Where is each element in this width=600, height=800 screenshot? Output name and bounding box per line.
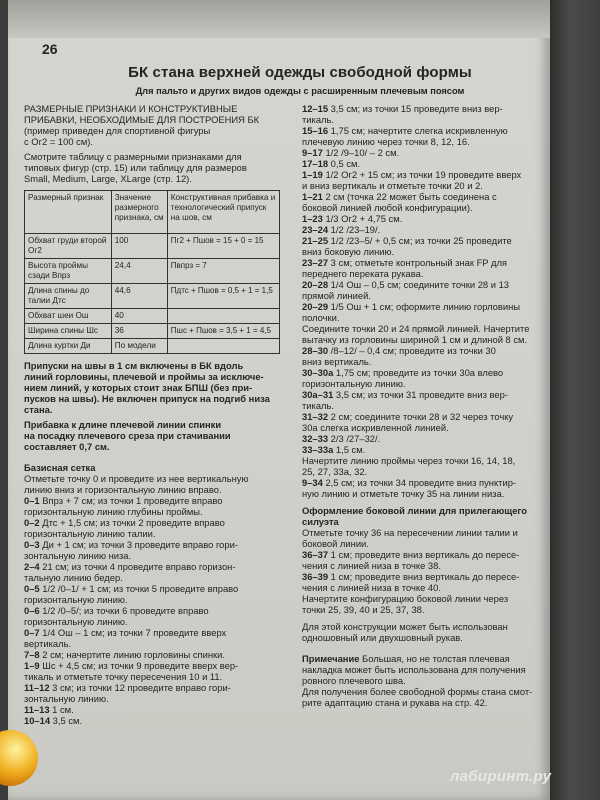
step-text: вытачку из горловины шириной 1 см и длиной 8 см. [302, 334, 528, 345]
step-text: 1/2 Ог2 + 15 см; из точки 19 проведите вверх [322, 169, 522, 180]
step-text: ную линию и отметьте точку 35 на линии низа. [302, 488, 505, 499]
step-text: вертикаль. [24, 638, 72, 649]
text-line [302, 653, 540, 664]
intro-line: Смотрите таблицу с размерными признаками для [24, 151, 242, 162]
step-text: Ди + 1 см; из точки 3 проведите вправо гори- [39, 539, 238, 550]
step-line [24, 561, 286, 572]
right-column [302, 103, 540, 712]
step-line [302, 444, 540, 455]
step-line [302, 422, 540, 433]
step-label: 31–32 [302, 411, 329, 422]
step-text: боковой линией любой конфигурации). [302, 202, 473, 213]
note-line: стана. [24, 404, 53, 415]
note-paragraph [302, 653, 540, 708]
step-label: 11–13 [24, 704, 50, 715]
step-text: 1/4 Ош – 0,5 см; соедините точки 28 и 13 [328, 279, 510, 290]
section-heading [302, 505, 540, 527]
step-text: Отметьте точку 0 и проведите из нее вертикальную [24, 473, 249, 484]
step-text: зонтальную линию низа. [24, 550, 132, 561]
step-label: 0–1 [24, 495, 40, 506]
sleeve-paragraph [302, 621, 540, 643]
step-text: 1,75 см; начертите слегка искривленную [328, 125, 508, 136]
page-top-shadow [8, 0, 550, 38]
page-title: БК стана верхней одежды свободной формы [128, 64, 472, 81]
step-line [24, 572, 286, 583]
step-line [302, 246, 540, 257]
table-cell: 100 [111, 234, 167, 259]
step-label: 9–34 [302, 477, 323, 488]
step-text: 1,5 см. [333, 444, 366, 455]
step-line [24, 682, 286, 693]
step-label: 12–15 [302, 103, 329, 114]
step-line [302, 169, 540, 180]
step-label: 23–24 [302, 224, 329, 235]
table-cell: Пвпрз = 7 [167, 259, 279, 284]
step-text: плечевую линию через точки 8, 12, 16. [302, 136, 470, 147]
note-label: Примечание [302, 653, 360, 664]
step-text: тикаль и отметьте точку пересечения 10 и 11. [24, 671, 223, 682]
step-text: 3,5 см. [50, 715, 83, 726]
step-line [302, 268, 540, 279]
note-line: Припуски на швы в 1 см включены в БК вдоль [24, 360, 244, 371]
step-line [302, 571, 540, 582]
step-line [302, 593, 540, 604]
step-text: 2 см (точка 22 может быть соединена с [322, 191, 497, 202]
note-line: нием линий, у которых стоит знак БПШ (без при- [24, 382, 253, 393]
step-line [302, 334, 540, 345]
step-label: 1–9 [24, 660, 40, 671]
step-line [302, 114, 540, 125]
step-line [24, 649, 286, 660]
step-text: 1/2 /23–5/ + 0,5 см; из точки 25 проведите [328, 235, 512, 246]
step-text: 3 см; из точки 12 проведите вправо гори- [49, 682, 231, 693]
note-line: линий горловины, плечевой и проймы за исключе- [24, 371, 264, 382]
step-line [302, 477, 540, 488]
step-line [302, 125, 540, 136]
step-line [24, 715, 286, 726]
heading-line: РАЗМЕРНЫЕ ПРИЗНАКИ И КОНСТРУКТИВНЫЕ [24, 103, 238, 114]
step-line [302, 538, 540, 549]
step-line [302, 433, 540, 444]
step-text: тикаль. [302, 114, 335, 125]
step-label: 32–33 [302, 433, 329, 444]
step-label: 33–33а [302, 444, 334, 455]
note-line: пусков на швы). Не включен припуск на подгиб низа [24, 393, 270, 404]
step-line [24, 660, 286, 671]
step-label: 21–25 [302, 235, 329, 246]
step-line [302, 290, 540, 301]
step-text: 30а слегка искривленной линией. [302, 422, 449, 433]
step-text: Соедините точки 20 и 24 прямой линией. Начертите [302, 323, 530, 334]
step-label: 1–21 [302, 191, 323, 202]
step-line [24, 616, 286, 627]
table-header-cell: Конструктивная прибавка и технологический припуск на шов, см [167, 191, 279, 234]
text-line: рите адаптацию стана и рукава на стр. 42. [302, 697, 488, 708]
heading-line: ПРИБАВКИ, НЕОБХОДИМЫЕ ДЛЯ ПОСТРОЕНИЯ БК [24, 114, 260, 125]
side-line-steps [302, 527, 540, 615]
table-cell: По модели [111, 339, 167, 354]
step-line [24, 605, 286, 616]
step-line [302, 549, 540, 560]
step-text: вниз боковую линию. [302, 246, 395, 257]
step-text: и вниз вертикаль и отметьте точки 20 и 2. [302, 180, 483, 191]
step-line [24, 539, 286, 550]
step-label: 30–30а [302, 367, 334, 378]
step-line [302, 367, 540, 378]
step-text: прямой линией. [302, 290, 371, 301]
measurements-table [24, 190, 280, 354]
step-text: боковой линии. [302, 538, 369, 549]
step-line [24, 517, 286, 528]
step-line [302, 345, 540, 356]
step-line [302, 527, 540, 538]
step-text: 1 см; проведите вниз вертикаль до пересе- [328, 549, 520, 560]
step-text: 2,5 см; из точки 34 проведите вниз пунктир- [322, 477, 517, 488]
table-cell: 40 [111, 309, 167, 324]
heading-line: Оформление боковой линии для прилегающего [302, 505, 527, 516]
step-text: Начертите линию проймы через точки 16, 14, 18, [302, 455, 516, 466]
step-text: горизонтальную линию. [24, 616, 128, 627]
step-line [302, 323, 540, 334]
base-grid-steps [24, 473, 286, 726]
table-cell: Длина спины до талии Дтс [25, 284, 112, 309]
step-line [24, 528, 286, 539]
step-label: 0–6 [24, 605, 40, 616]
intro-line: типовых фигур (стр. 15) или таблицу для размеров [24, 162, 247, 173]
step-text: 1 см; проведите вниз вертикаль до пересе- [328, 571, 520, 582]
step-label: 36–39 [302, 571, 329, 582]
step-label: 0–5 [24, 583, 40, 594]
step-label: 28–30 [302, 345, 329, 356]
step-line [24, 484, 286, 495]
step-text: /8–12/ – 0,4 см; проведите из точки 30 [328, 345, 496, 356]
step-line [302, 180, 540, 191]
step-label: 1–19 [302, 169, 323, 180]
step-label: 0–3 [24, 539, 40, 550]
table-row [25, 234, 280, 259]
step-line [24, 594, 286, 605]
heading-line: силуэта [302, 516, 339, 527]
step-label: 2–4 [24, 561, 40, 572]
step-label: 23–27 [302, 257, 329, 268]
step-line [24, 583, 286, 594]
step-text: горизонтальную линию талии. [24, 528, 156, 539]
step-text: 25, 27, 33а, 32. [302, 466, 368, 477]
step-text: 2/3 /27–32/. [328, 433, 381, 444]
intro-paragraph [24, 151, 286, 184]
construction-steps [302, 103, 540, 499]
step-line [302, 411, 540, 422]
step-text: 3,5 см; из точки 31 проведите вниз вер- [333, 389, 508, 400]
step-text: горизонтальную линию. [302, 378, 406, 389]
text-line: Для получения более свободной формы стана смот- [302, 686, 533, 697]
table-cell: Ширина спины Шс [25, 324, 112, 339]
step-line [302, 202, 540, 213]
step-line [302, 213, 540, 224]
table-row [25, 324, 280, 339]
table-cell: Пдтс + Пшов = 0,5 + 1 = 1,5 [167, 284, 279, 309]
step-text: 1/3 Ог2 + 4,75 см. [322, 213, 403, 224]
note-line: составляет 0,7 см. [24, 441, 110, 452]
step-line [24, 506, 286, 517]
step-text: 1 см. [49, 704, 74, 715]
text-line: ровного плечевого шва. [302, 675, 406, 686]
note-line: на посадку плечевого среза при стачивании [24, 430, 231, 441]
step-label: 0–2 [24, 517, 40, 528]
step-label: 9–17 [302, 147, 323, 158]
text-line: одношовный или двухшовный рукав. [302, 632, 463, 643]
table-row [25, 284, 280, 309]
step-text: 3 см; отметьте контрольный знак FP для [328, 257, 507, 268]
step-text: горизонтальную линию глубины проймы. [24, 506, 203, 517]
step-label: 17–18 [302, 158, 329, 169]
step-label: 0–7 [24, 627, 40, 638]
table-row [25, 339, 280, 354]
note-text: Большая, но не толстая плечевая [359, 653, 510, 664]
step-line [302, 279, 540, 290]
step-text: полочки. [302, 312, 340, 323]
step-line [302, 191, 540, 202]
step-line [24, 671, 286, 682]
step-text: точки 25, 39, 40 и 25, 37, 38. [302, 604, 425, 615]
step-line [302, 488, 540, 499]
step-label: 30а–31 [302, 389, 334, 400]
step-line [302, 378, 540, 389]
table-cell: 24,4 [111, 259, 167, 284]
step-line [24, 693, 286, 704]
page-subtitle: Для пальто и других видов одежды с расширенным плечевым поясом [135, 86, 465, 96]
step-text: чения с линией низа в точке 38. [302, 560, 441, 571]
step-line [302, 312, 540, 323]
step-line [302, 301, 540, 312]
step-text: 0,5 см. [328, 158, 361, 169]
step-text: тальную линию бедер. [24, 572, 123, 583]
step-line [24, 638, 286, 649]
step-line [302, 103, 540, 114]
step-line [302, 158, 540, 169]
text-line: накладка может быть использована для получения [302, 664, 526, 675]
intro-line: Small, Medium, Large, XLarge (стр. 12). [24, 173, 192, 184]
step-text: Отметьте точку 36 на пересечении линии талии и [302, 527, 518, 538]
step-line [302, 147, 540, 158]
step-label: 15–16 [302, 125, 329, 136]
step-text: 1/2 /9–10/ – 2 см. [322, 147, 400, 158]
step-text: Шс + 4,5 см; из точки 9 проведите вверх вер- [39, 660, 239, 671]
step-label: 11–12 [24, 682, 50, 693]
left-column [24, 103, 286, 726]
step-line [302, 389, 540, 400]
step-line [302, 582, 540, 593]
step-text: Впрз + 7 см; из точки 1 проведите вправо [39, 495, 223, 506]
step-label: 36–37 [302, 549, 329, 560]
page-number: 26 [42, 41, 58, 57]
table-cell: Высота проймы сзади Впрз [25, 259, 112, 284]
step-line [24, 473, 286, 484]
step-label: 7–8 [24, 649, 40, 660]
step-line [302, 604, 540, 615]
step-text: тикаль. [302, 400, 335, 411]
text-line: Для этой конструкции может быть использован [302, 621, 508, 632]
step-text: 1/4 Ош – 1 см; из точки 7 проведите вверх [39, 627, 227, 638]
heading-line: с Ог2 = 100 см). [24, 136, 94, 147]
step-line [302, 136, 540, 147]
table-row [25, 259, 280, 284]
shoulder-ease-note [24, 419, 286, 452]
step-line [302, 257, 540, 268]
step-text: 1,75 см; проведите из точки 30а влево [333, 367, 504, 378]
step-text: 2 см; соедините точки 28 и 32 через точку [328, 411, 514, 422]
step-line [302, 235, 540, 246]
step-text: 2 см; начертите линию горловины спинки. [39, 649, 225, 660]
step-text: 1/2 /0–1/ + 1 см; из точки 5 проведите вправо [39, 583, 239, 594]
watermark-logo: лабиринт.ру [450, 768, 552, 785]
step-label: 1–23 [302, 213, 323, 224]
step-line [302, 224, 540, 235]
step-text: Дтс + 1,5 см; из точки 2 проведите вправо [39, 517, 225, 528]
table-cell: Обхват груди второй Ог2 [25, 234, 112, 259]
step-text: переднего переката рукава. [302, 268, 424, 279]
step-label: 10–14 [24, 715, 51, 726]
table-header-cell: Размерный признак [25, 191, 112, 234]
step-text: 1/2 /0–5/; из точки 6 проведите вправо [39, 605, 209, 616]
table-cell [167, 339, 279, 354]
step-line [24, 495, 286, 506]
table-cell: Длина куртки Ди [25, 339, 112, 354]
step-line [302, 356, 540, 367]
step-text: 3,5 см; из точки 15 проведите вниз вер- [328, 103, 503, 114]
step-text: Начертите конфигурацию боковой линии через [302, 593, 509, 604]
step-text: горизонтальную линию. [24, 594, 128, 605]
step-line [302, 560, 540, 571]
step-text: чения с линией низа в точке 40. [302, 582, 441, 593]
step-text: линию вниз и горизонтальную линию вправо. [24, 484, 222, 495]
step-text: 1/5 Ош + 1 см; оформите линию горловины [328, 301, 521, 312]
table-header-row [25, 191, 280, 234]
table-cell: Пшс + Пшов = 3,5 + 1 = 4,5 [167, 324, 279, 339]
section-heading: Базисная сетка [24, 462, 96, 473]
table-header-cell: Значение размерного признака, см [111, 191, 167, 234]
step-line [302, 455, 540, 466]
heading-line: (пример приведен для спортивной фигуры [24, 125, 211, 136]
step-text: 1/2 /23–19/. [328, 224, 381, 235]
step-line [302, 466, 540, 477]
table-cell: Пг2 + Пшов = 15 + 0 = 15 [167, 234, 279, 259]
step-text: вниз вертикаль. [302, 356, 372, 367]
book-gutter [550, 0, 600, 800]
table-cell: 44,6 [111, 284, 167, 309]
table-row [25, 309, 280, 324]
step-line [24, 704, 286, 715]
step-text: 21 см; из точки 4 проведите вправо горизон- [39, 561, 236, 572]
table-cell [167, 309, 279, 324]
step-line [24, 550, 286, 561]
measurements-heading [24, 103, 286, 147]
step-label: 20–29 [302, 301, 329, 312]
table-cell: Обхват шеи Ош [25, 309, 112, 324]
step-line [302, 400, 540, 411]
step-text: зонтальную линию. [24, 693, 109, 704]
table-cell: 36 [111, 324, 167, 339]
note-line: Прибавка к длине плечевой линии спинки [24, 419, 222, 430]
step-label: 20–28 [302, 279, 329, 290]
step-line [24, 627, 286, 638]
seam-allowance-note [24, 360, 286, 415]
